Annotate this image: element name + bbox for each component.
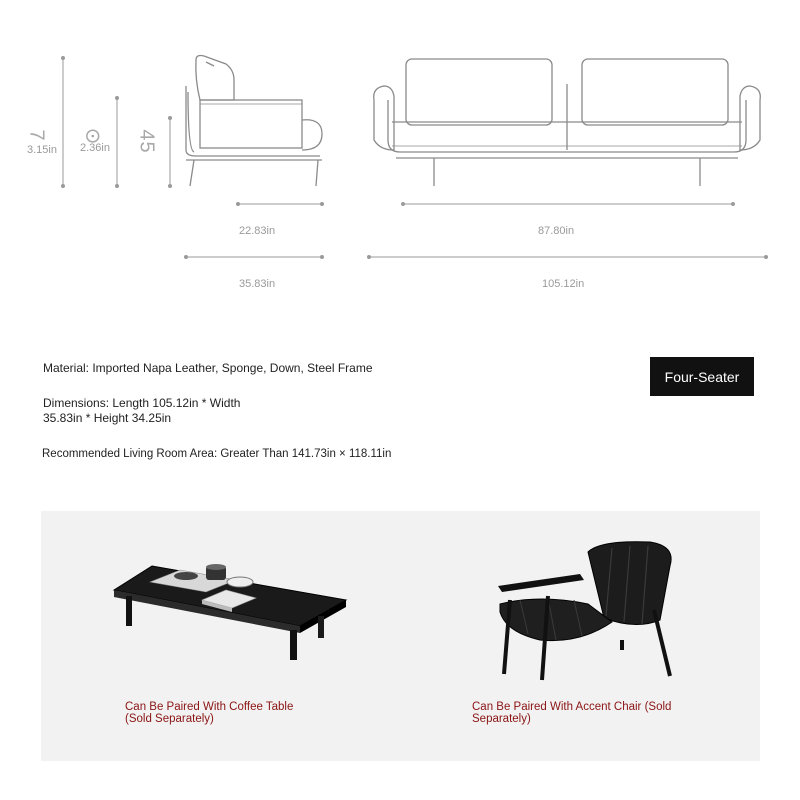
dimensions-spec-line-2: 35.83in * Height 34.25in (43, 411, 172, 425)
recommended-area-spec: Recommended Living Room Area: Greater Than 141.73in × 118.11in (42, 448, 392, 460)
coffee-table-caption-line-2: (Sold Separately) (125, 713, 214, 725)
accent-chair-caption-line-1: Can Be Paired With Accent Chair (Sold (472, 701, 672, 713)
dimensions-spec (43, 396, 240, 426)
height-label-45: 45 (135, 129, 158, 154)
four-seater-badge: Four-Seater (650, 357, 754, 396)
coffee-table-caption (125, 701, 293, 725)
accent-chair-caption (472, 701, 671, 725)
material-spec: Material: Imported Napa Leather, Sponge, Down, Steel Frame (43, 361, 373, 375)
height-label-inches-1: 3.15in (27, 144, 57, 156)
overall-width-label: 35.83in (239, 278, 276, 290)
dimensions-spec-line-1: Dimensions: Length 105.12in * Width (43, 396, 241, 410)
height-circle-glyph: ⊙ (81, 127, 104, 146)
seat-depth-label: 22.83in (239, 225, 276, 237)
height-label-inches-2: 2.36in (80, 142, 110, 154)
height-label-7: 7 (25, 129, 48, 142)
overall-length-label: 105.12in (542, 278, 585, 290)
coffee-table-caption-line-1: Can Be Paired With Coffee Table (125, 701, 294, 713)
seat-length-label: 87.80in (538, 225, 575, 237)
accent-chair-caption-line-2: Separately) (472, 713, 531, 725)
